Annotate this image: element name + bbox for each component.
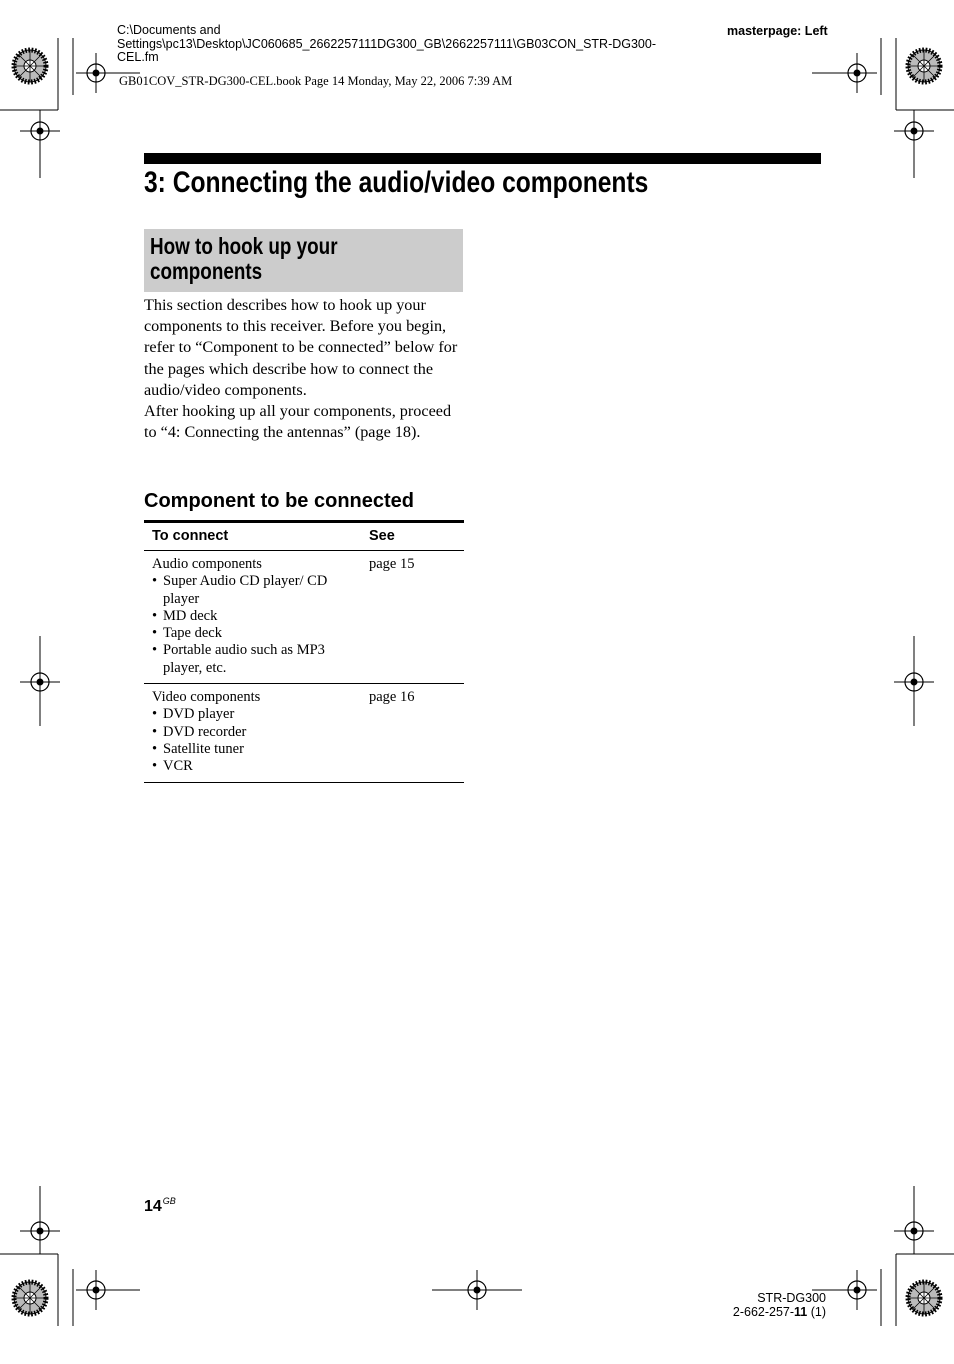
list-item: • Tape deck — [152, 625, 362, 642]
row-title: Audio components — [152, 556, 262, 572]
list-item: • DVD player — [152, 706, 362, 723]
intro-text — [144, 295, 466, 443]
part-number-suffix: (1) — [807, 1305, 826, 1319]
list-item: • Satellite tuner — [152, 741, 362, 758]
header-to-connect: To connect — [152, 528, 229, 544]
book-info-line: GB01COV_STR-DG300-CEL.book Page 14 Monday, May 22, 2006 7:39 AM — [119, 74, 513, 88]
table-row — [144, 684, 464, 781]
header-see: See — [369, 528, 395, 544]
part-number-edition: 11 — [794, 1305, 808, 1319]
item-list — [152, 573, 362, 677]
model-code — [700, 1291, 826, 1319]
table-header — [144, 523, 464, 550]
item-list — [152, 706, 362, 775]
list-item: • MD deck — [152, 608, 362, 625]
list-item: • Portable audio such as MP3 player, etc. — [152, 642, 362, 677]
chapter-title: 3: Connecting the audio/video components — [144, 166, 649, 199]
table-bottom-rule — [144, 782, 464, 783]
page-suffix: GB — [162, 1196, 176, 1206]
section-title: How to hook up your components — [150, 233, 338, 284]
row-see-page: page 15 — [369, 556, 415, 572]
part-number-prefix: 2-662-257- — [732, 1305, 795, 1319]
page-number — [144, 1196, 176, 1216]
chapter-rule — [144, 153, 821, 164]
list-item: • Super Audio CD player/ CD player — [152, 573, 362, 608]
intro-paragraph: After hooking up all your components, proceed to “4: Connecting the antennas” (page 18). — [144, 402, 452, 442]
list-item: • DVD recorder — [152, 724, 362, 741]
subheading: Component to be connected — [144, 490, 414, 512]
model-name: STR-DG300 — [757, 1291, 826, 1305]
part-number — [700, 1305, 826, 1319]
page-number-value: 14 — [144, 1198, 162, 1215]
row-see-page: page 16 — [369, 689, 415, 706]
list-item: • VCR — [152, 758, 362, 775]
file-path: C:\Documents and Settings\pc13\Desktop\JC060685_2662257111DG300_GB\2662257111\GB03CON_STR-DG300-CEL.fm — [117, 23, 657, 64]
table-row — [144, 551, 464, 683]
row-title: Video components — [152, 689, 261, 706]
masterpage-label: masterpage: Left — [727, 24, 828, 38]
intro-paragraph: This section describes how to hook up your components to this receiver. Before you begin, refer to “Component to be connected” below for the pages which describe how to connect the audio/video components. — [144, 296, 458, 399]
component-table — [144, 520, 464, 783]
section-heading-box — [144, 229, 463, 292]
